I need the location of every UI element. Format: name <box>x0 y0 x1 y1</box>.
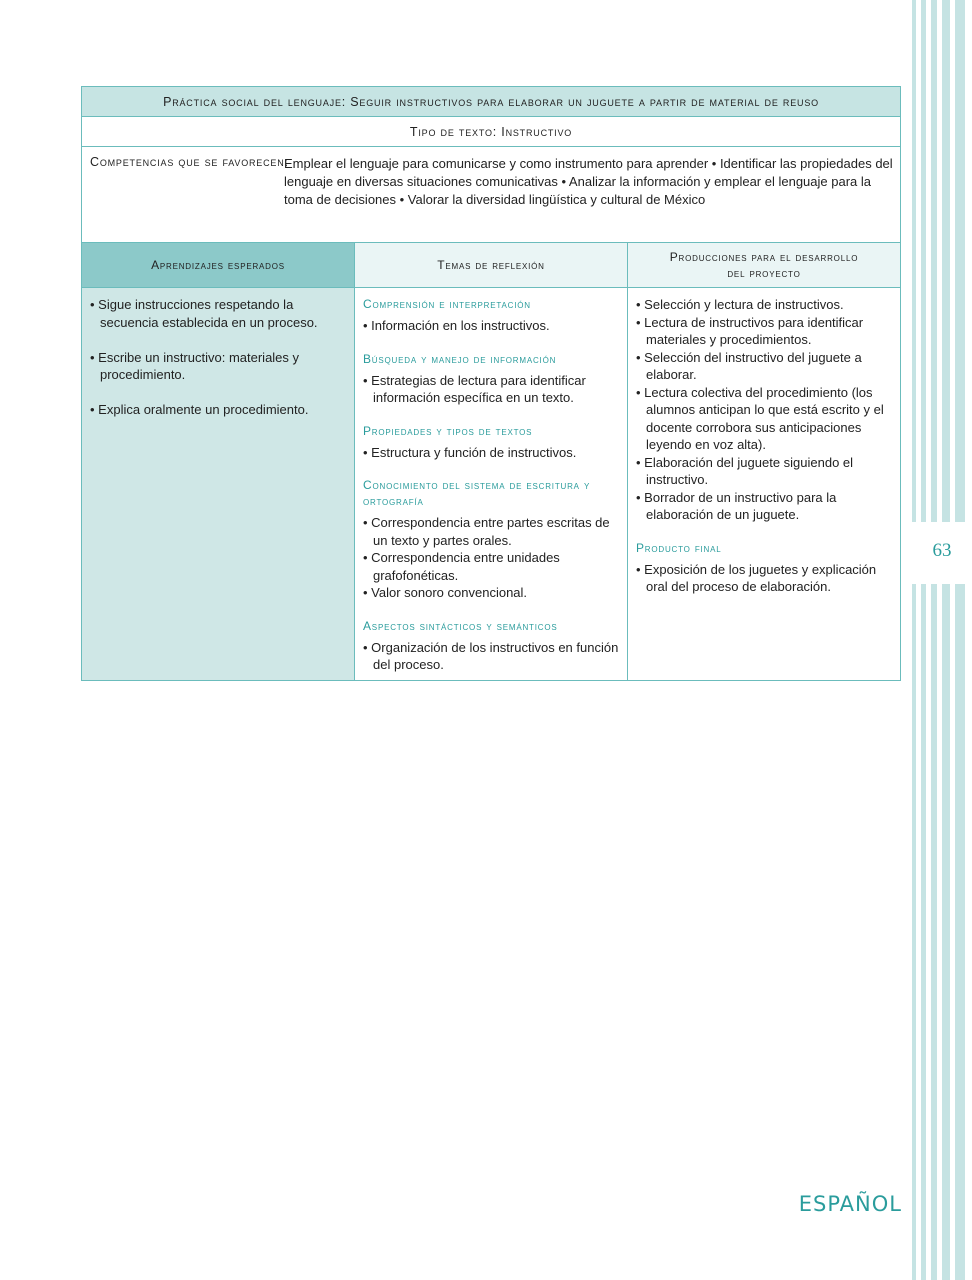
list-item: • Correspondencia entre partes escritas de un texto y partes orales. <box>363 514 619 549</box>
decorative-stripe <box>912 0 916 1280</box>
list-item: • Correspondencia entre unidades grafofonéticas. <box>363 549 619 584</box>
decorative-stripe <box>955 0 965 1280</box>
section-heading: Comprensión e interpretación <box>363 297 531 311</box>
text-type: Tipo de texto: Instructivo <box>82 117 900 147</box>
competencies-row <box>82 147 900 243</box>
list-item: • Estructura y función de instructivos. <box>363 444 619 462</box>
list-item: • Elaboración del juguete siguiendo el instructivo. <box>636 454 892 489</box>
list-item: • Lectura colectiva del procedimiento (los alumnos anticipan lo que está escrito y el docente corrobora sus anticipaciones leyendo en voz alta). <box>636 384 892 454</box>
expected-learning-column <box>82 288 355 680</box>
decorative-stripe <box>942 0 950 1280</box>
table-title: Práctica social del lenguaje: Seguir instructivos para elaborar un juguete a partir de material de reuso <box>82 87 900 117</box>
list-item: • Lectura de instructivos para identificar materiales y procedimientos. <box>636 314 892 349</box>
header-reflection-topics: Temas de reflexión <box>355 243 628 287</box>
list-item: • Organización de los instructivos en función del proceso. <box>363 639 619 674</box>
header-productions-line2: del proyecto <box>727 266 801 280</box>
competencies-label: Competencias que se favorecen: <box>90 155 289 169</box>
reflection-topics-column <box>355 288 628 680</box>
list-item: • Estrategias de lectura para identificar información específica en un texto. <box>363 372 619 407</box>
header-productions-line1: Producciones para el desarrollo <box>669 250 859 264</box>
list-item: • Escribe un instructivo: materiales y procedimiento. <box>90 349 346 384</box>
list-item: • Selección y lectura de instructivos. <box>636 296 892 314</box>
list-item: • Valor sonoro convencional. <box>363 584 619 602</box>
decorative-stripe <box>931 0 937 1280</box>
section-heading: Aspectos sintácticos y semánticos <box>363 618 558 633</box>
list-item: • Explica oralmente un procedimiento. <box>90 401 346 419</box>
list-item: • Borrador de un instructivo para la elaboración de un juguete. <box>636 489 892 524</box>
decorative-stripe <box>921 0 926 1280</box>
list-item: • Exposición de los juguetes y explicación oral del proceso de elaboración. <box>636 561 892 596</box>
header-expected-learning: Aprendizajes esperados <box>82 243 355 287</box>
productions-column <box>628 288 900 680</box>
header-productions <box>628 243 900 287</box>
column-headers <box>82 243 900 288</box>
page-number: 63 <box>932 540 952 561</box>
final-product-heading: Producto final <box>636 540 722 555</box>
subject-label: ESPAÑOL <box>798 1192 902 1216</box>
table-body <box>82 288 900 680</box>
section-heading: Búsqueda y manejo de información <box>363 351 557 366</box>
competencies-text: Emplear el lenguaje para comunicarse y como instrumento para aprender • Identificar las propiedades del lenguaje en diversas situaciones comunicativas • Analizar la información y emplear el lenguaje para la toma de decisiones • Valorar la diversidad lingüística y cultural de México <box>284 156 893 207</box>
list-item: • Información en los instructivos. <box>363 317 619 335</box>
section-heading: Propiedades y tipos de textos <box>363 423 533 438</box>
list-item: • Sigue instrucciones respetando la secuencia establecida en un proceso. <box>90 296 346 331</box>
section-heading: Conocimiento del sistema de escritura y ortografía <box>363 478 591 508</box>
curriculum-table <box>81 86 901 681</box>
list-item: • Selección del instructivo del juguete a elaborar. <box>636 349 892 384</box>
